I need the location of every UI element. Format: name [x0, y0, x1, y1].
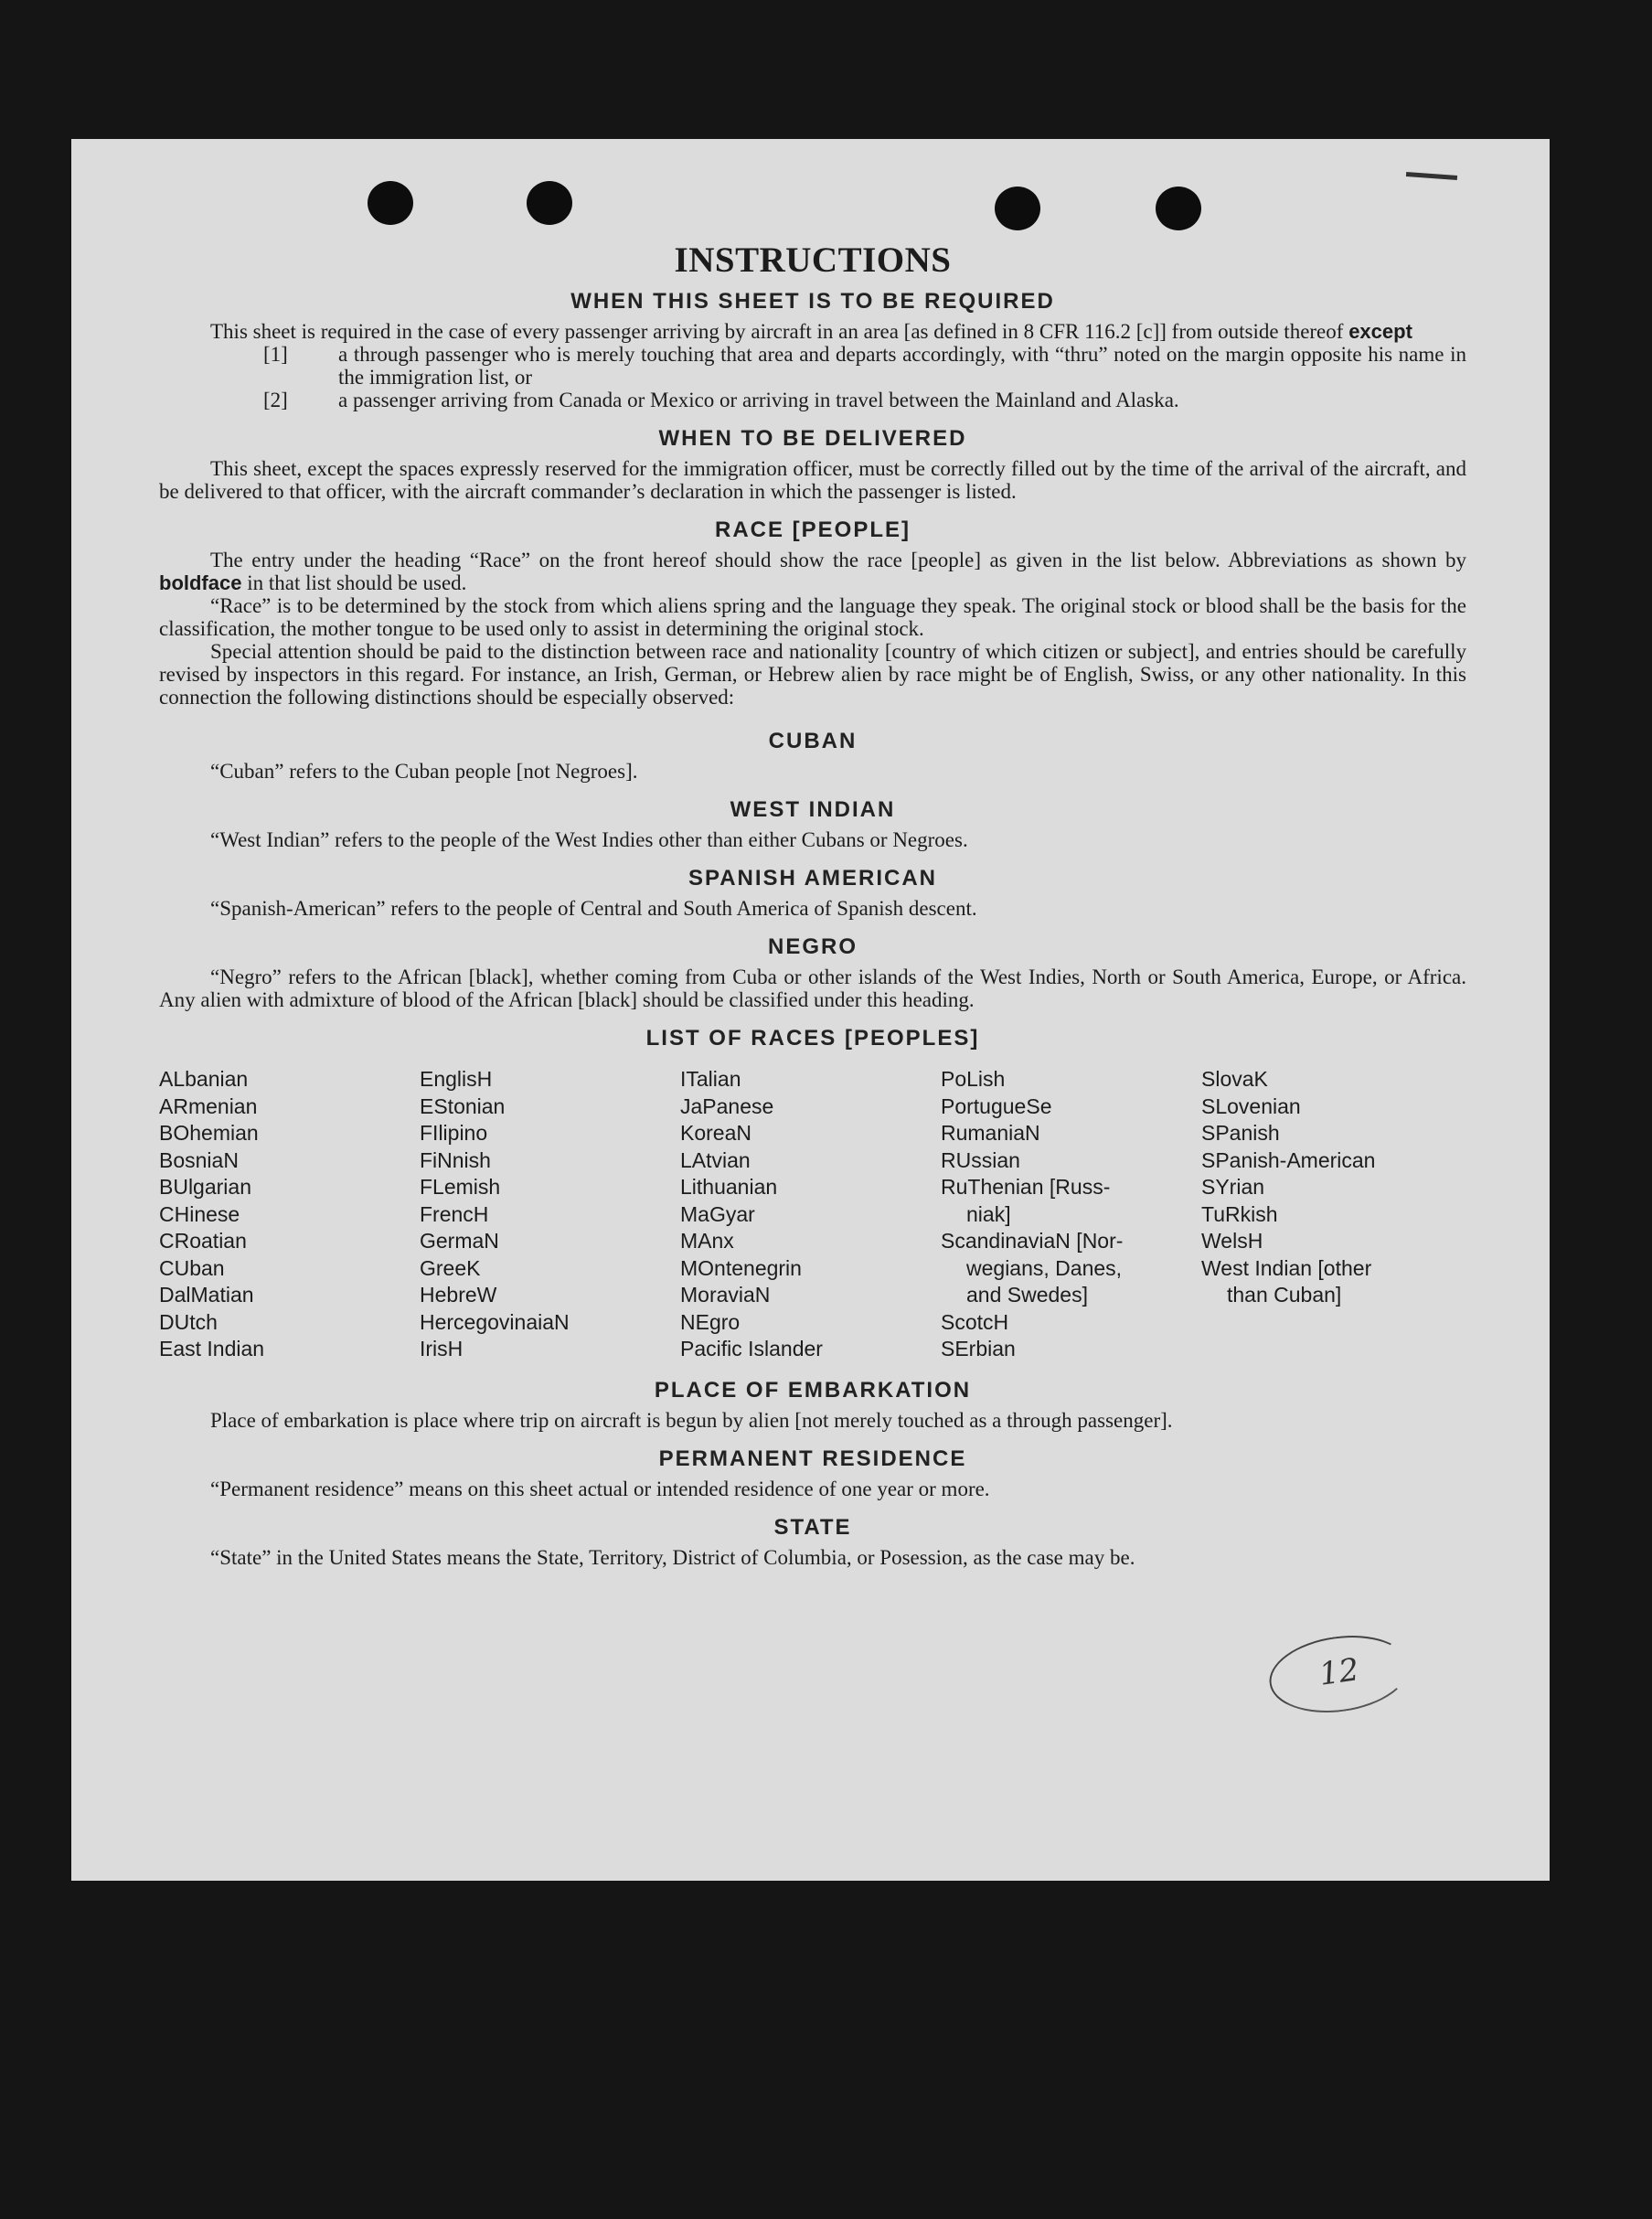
race-entry: DalMatian [159, 1283, 254, 1307]
race-entry: DUtch [159, 1309, 218, 1334]
race-entry: FrencH [420, 1201, 489, 1226]
race-entry: FiNnish [420, 1147, 491, 1172]
exception-item-1-text: a through passenger who is merely touching that area and departs accordingly, with “thru” noted on the margin opposite his name in the immigration list, or [338, 343, 1466, 389]
heading-list-of-races: LIST OF RACES [PEOPLES] [645, 1026, 980, 1051]
race-entry: GreeK [420, 1255, 481, 1280]
cuban-text: “Cuban” refers to the Cuban people [not Negroes]. [210, 760, 638, 783]
race-empty-cell [1201, 1309, 1466, 1337]
exception-item-1-number: [1] [263, 343, 288, 366]
race-p1-after: in that list should be used. [247, 571, 467, 594]
instructions-content [159, 238, 1466, 1569]
embarkation-text: Place of embarkation is place where trip on aircraft is begun by alien [not merely touched as a through passenger]. [210, 1408, 1173, 1432]
heading-west-indian: WEST INDIAN [730, 797, 896, 822]
handwritten-notation: 12 [1264, 1627, 1414, 1722]
race-entry: PoLish [941, 1067, 1006, 1091]
race-entry: JaPanese [680, 1093, 774, 1118]
race-entry: SLovenian [1201, 1093, 1301, 1118]
race-entry: SErbian [941, 1337, 1016, 1360]
race-paragraph-2: “Race” is to be determined by the stock from which aliens spring and the language they speak. The original stock or blood shall be the basis for the classification, the mother tongue to be used only to assist in determining the original stock. [159, 594, 1466, 640]
race-entry: IrisH [420, 1337, 464, 1360]
heading-race: RACE [PEOPLE] [714, 517, 911, 542]
race-entry: than Cuban] [1227, 1283, 1342, 1307]
negro-text: “Negro” refers to the African [black], whether coming from Cuba or other islands of the West Indies, North or South America, Europe, or Africa. Any alien with admixture of blood of the African [black] should be classified under this heading. [159, 965, 1466, 1011]
race-entry: RuThenian [Russ- [941, 1175, 1111, 1199]
permanent-residence-text: “Permanent residence” means on this sheet actual or intended residence of one year or more. [210, 1477, 990, 1500]
race-entry: MaGyar [680, 1201, 755, 1226]
race-entry: ScandinaviaN [Nor- [941, 1229, 1124, 1253]
page-title: INSTRUCTIONS [674, 240, 952, 280]
race-entry: SlovaK [1201, 1067, 1268, 1091]
race-entry: SPanish-American [1201, 1147, 1376, 1172]
race-entry: RumaniaN [941, 1121, 1040, 1145]
race-entry: PortugueSe [941, 1093, 1052, 1118]
punch-hole [1156, 187, 1201, 230]
heading-spanish-american: SPANISH AMERICAN [687, 866, 937, 891]
race-paragraph-1 [159, 549, 1466, 594]
punch-hole [527, 181, 572, 225]
race-entry: MoraviaN [680, 1283, 771, 1307]
race-empty-cell [1201, 1336, 1466, 1363]
race-entry: CUban [159, 1255, 225, 1280]
ink-mark [1406, 172, 1457, 180]
races-list [159, 1066, 1466, 1363]
race-entry: BUlgarian [159, 1175, 251, 1199]
heading-state: STATE [773, 1514, 852, 1540]
race-entry: MOntenegrin [680, 1255, 802, 1280]
heading-cuban: CUBAN [768, 729, 858, 753]
race-entry: Pacific Islander [680, 1337, 823, 1360]
race-entry: TuRkish [1201, 1201, 1278, 1226]
race-entry: ARmenian [159, 1093, 258, 1118]
race-entry: EStonian [420, 1093, 506, 1118]
race-entry: LAtvian [680, 1147, 751, 1172]
race-entry: niak] [966, 1201, 1011, 1226]
spanish-american-text: “Spanish-American” refers to the people of Central and South America of Spanish descent. [210, 897, 977, 920]
race-paragraph-3: Special attention should be paid to the distinction between race and nationality [country of which citizen or subject], and entries should be carefully revised by inspectors in this regard. For instance, an Irish, German, or Hebrew alien by race might be of English, Swiss, or any other nationality. In this connection the following distinctions should be especially observed: [159, 640, 1466, 709]
exception-item-2-number: [2] [263, 389, 288, 411]
race-entry: NEgro [680, 1309, 741, 1334]
race-entry: Lithuanian [680, 1175, 778, 1199]
race-entry: ScotcH [941, 1309, 1009, 1334]
when-delivered-text: This sheet, except the spaces expressly reserved for the immigration officer, must be correctly filled out by the time of the arrival of the aircraft, and be delivered to that officer, with the aircraft commander’s declaration in which the passenger is listed. [159, 457, 1466, 503]
heading-when-required: WHEN THIS SHEET IS TO BE REQUIRED [570, 289, 1055, 314]
exception-item-1 [159, 343, 1466, 389]
race-entry: GermaN [420, 1229, 499, 1253]
race-entry: wegians, Danes, [966, 1255, 1123, 1280]
race-entry: CRoatian [159, 1229, 247, 1253]
heading-negro: NEGRO [767, 934, 858, 959]
race-entry: MAnx [680, 1229, 734, 1253]
race-entry: BOhemian [159, 1121, 259, 1145]
document-sheet [71, 139, 1550, 1881]
race-entry: ITalian [680, 1067, 741, 1091]
race-entry: CHinese [159, 1201, 240, 1226]
state-text: “State” in the United States means the State, Territory, District of Columbia, or Posession, as the case may be. [210, 1545, 1135, 1569]
exception-item-2-text: a passenger arriving from Canada or Mexico or arriving in travel between the Mainland and Alaska. [338, 389, 1179, 411]
race-entry: FLemish [420, 1175, 501, 1199]
boldface-word: boldface [159, 571, 242, 594]
except-bold: except [1348, 320, 1412, 343]
race-p1-before: The entry under the heading “Race” on the front hereof should show the race [people] as given in the list below. Abbreviations as shown by [210, 549, 1466, 571]
race-entry: BosniaN [159, 1147, 239, 1172]
west-indian-text: “West Indian” refers to the people of the West Indies other than either Cubans or Negroes. [210, 828, 968, 851]
race-entry: HebreW [420, 1283, 497, 1307]
race-entry: SYrian [1201, 1175, 1265, 1199]
race-entry: West Indian [other [1201, 1255, 1372, 1280]
race-entry: FIlipino [420, 1121, 488, 1145]
exception-item-2 [159, 389, 1466, 411]
heading-permanent-residence: PERMANENT RESIDENCE [658, 1446, 967, 1471]
race-entry: HercegovinaiaN [420, 1309, 570, 1334]
heading-embarkation: PLACE OF EMBARKATION [654, 1377, 972, 1403]
race-entry: KoreaN [680, 1121, 751, 1145]
race-entry: East Indian [159, 1337, 265, 1360]
punch-hole [368, 181, 413, 225]
race-entry: and Swedes] [966, 1283, 1088, 1307]
race-entry: WelsH [1201, 1229, 1263, 1253]
heading-when-delivered: WHEN TO BE DELIVERED [658, 426, 967, 451]
punch-hole [995, 187, 1040, 230]
when-required-intro-text: This sheet is required in the case of every passenger arriving by aircraft in an area [as defined in 8 CFR 116.2 [c]] from outside thereof [210, 320, 1344, 343]
when-required-intro [159, 320, 1466, 343]
race-entry: ALbanian [159, 1067, 249, 1091]
race-entry: EnglisH [420, 1067, 493, 1091]
race-entry: RUssian [941, 1147, 1020, 1172]
race-entry: SPanish [1201, 1121, 1280, 1145]
